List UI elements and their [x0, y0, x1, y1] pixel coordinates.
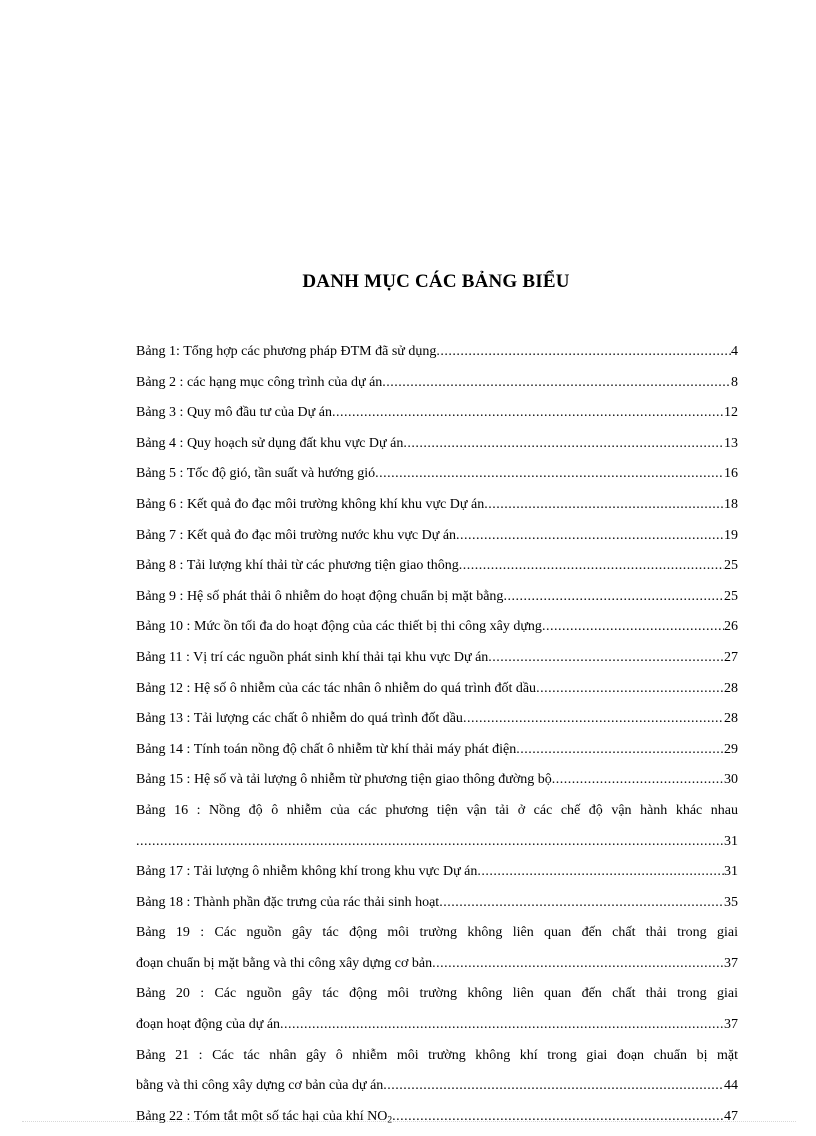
- toc-entry-label: Bảng 12 : Hệ số ô nhiễm của các tác nhân ô nhiễm do quá trình đốt dầu: [136, 680, 537, 696]
- toc-entry[interactable]: [136, 551, 738, 582]
- toc-page-number: 37: [724, 955, 738, 971]
- toc-entry[interactable]: [136, 521, 738, 552]
- toc-entry[interactable]: [136, 704, 738, 735]
- toc-entry-label: Bảng 10 : Mức ồn tối đa do hoạt động của các thiết bị thi công xây dựng: [136, 619, 542, 635]
- toc-leader-dots: [542, 612, 724, 643]
- toc-page-number: 13: [724, 435, 738, 451]
- toc-entry[interactable]: [136, 888, 738, 919]
- toc-page-number: 30: [724, 772, 738, 788]
- toc-entry-continuation: bằng và thi công xây dựng cơ bản của dự án ..... 44: [136, 1071, 738, 1102]
- toc-leader-dots: [463, 704, 724, 735]
- toc-entry-label: Bảng 22 : Tóm tắt một số tác hại của khí $NO_2$: [136, 1108, 393, 1126]
- toc-page-number: 16: [724, 466, 738, 482]
- toc-entry-label: Bảng 3 : Quy mô đầu tư của Dự án: [136, 405, 332, 421]
- toc-entry-label: Bảng 4 : Quy hoạch sử dụng đất khu vực Dự án: [136, 435, 404, 451]
- toc-entry[interactable]: [136, 918, 738, 979]
- page-title: DANH MỤC CÁC BẢNG BIỂU: [302, 271, 570, 292]
- toc-leader-dots: [477, 857, 724, 888]
- toc-page-number: 35: [724, 894, 738, 910]
- toc-entry-label: Bảng 21 : Các tác nhân gây ô nhiễm môi trường không khí trong giai đoạn chuẩn bị mặt: [136, 1047, 738, 1063]
- toc-page-number: 28: [724, 711, 738, 727]
- toc-entry[interactable]: [136, 735, 738, 766]
- toc-entry[interactable]: [136, 979, 738, 1040]
- toc-entry-label: Bảng 16 : Nồng độ ô nhiễm của các phương tiện vận tải ở các chế độ vận hành khác nhau: [136, 802, 738, 818]
- toc-leader-dots: [552, 765, 724, 796]
- toc-entry-label: Bảng 17 : Tải lượng ô nhiễm không khí trong khu vực Dự án: [136, 864, 478, 880]
- toc-leader-dots: [332, 398, 724, 429]
- toc-entry[interactable]: [136, 765, 738, 796]
- subscript: 2: [387, 1115, 393, 1126]
- toc-page-number: 18: [724, 496, 738, 512]
- toc-entry[interactable]: [136, 368, 738, 399]
- toc-leader-dots: [403, 429, 724, 460]
- toc-leader-dots: [392, 1102, 724, 1133]
- toc-page-number: 19: [724, 527, 738, 543]
- toc-entry-label: Bảng 5 : Tốc độ gió, tần suất và hướng gió: [136, 466, 376, 482]
- toc-page-number: 4: [731, 344, 738, 359]
- toc-page-number: 25: [724, 558, 738, 574]
- toc-entry-label: Bảng 14 : Tính toán nồng độ chất ô nhiễm từ khí thải máy phát điện: [136, 741, 517, 757]
- toc-entry-label: Bảng 11 : Vị trí các nguồn phát sinh khí thải tại khu vực Dự án: [136, 649, 489, 665]
- toc-entry-label: Bảng 9 : Hệ số phát thải ô nhiễm do hoạt động chuẩn bị mặt bằng: [136, 588, 504, 604]
- toc-page-number: 29: [724, 741, 738, 757]
- toc-entry-label: Bảng 19 : Các nguồn gây tác động môi trường không liên quan đến chất thải trong giai: [136, 925, 738, 941]
- toc-entry-continuation: đoạn chuẩn bị mặt bằng và thi công xây dựng cơ bản ..... 37: [136, 949, 738, 980]
- toc-leader-dots: [136, 827, 724, 858]
- toc-leader-dots: [488, 643, 724, 674]
- toc-entry[interactable]: [136, 796, 738, 857]
- toc-entry[interactable]: [136, 582, 738, 613]
- toc-entry-label: Bảng 1: Tổng hợp các phương pháp ĐTM đã sử dụng: [136, 344, 437, 359]
- toc-entry-label: Bảng 7 : Kết quả đo đạc môi trường nước khu vực Dự án: [136, 527, 457, 543]
- toc-page-number: 12: [724, 405, 738, 421]
- toc-entry-label: Bảng 13 : Tải lượng các chất ô nhiễm do quá trình đốt dầu: [136, 711, 463, 727]
- toc-page-number: 31: [724, 833, 738, 849]
- toc-page-number: 25: [724, 588, 738, 604]
- toc-entry-label: Bảng 18 : Thành phần đặc trưng của rác thải sinh hoạt: [136, 894, 440, 910]
- toc-entry[interactable]: [136, 857, 738, 888]
- toc-leader-dots: [436, 337, 731, 368]
- toc-entry[interactable]: [136, 490, 738, 521]
- toc-entry[interactable]: [136, 674, 738, 705]
- toc-entry[interactable]: [136, 612, 738, 643]
- toc-leader-dots: [375, 459, 724, 490]
- toc-entry-label: Bảng 15 : Hệ số và tải lượng ô nhiễm từ phương tiện giao thông đường bộ: [136, 772, 552, 788]
- toc-leader-dots: [432, 949, 724, 980]
- toc-leader-dots: [439, 888, 724, 919]
- toc-leader-dots: [536, 674, 724, 705]
- toc-page-number: 27: [724, 649, 738, 665]
- toc-leader-dots: [456, 521, 724, 552]
- toc-entry-label: Bảng 2 : các hạng mục công trình của dự án: [136, 374, 383, 390]
- toc-leader-dots: [459, 551, 724, 582]
- toc-page-number: 37: [724, 1017, 738, 1033]
- table-of-contents: [136, 337, 738, 1132]
- toc-entry[interactable]: [136, 429, 738, 460]
- toc-leader-dots: [484, 490, 724, 521]
- toc-entry[interactable]: [136, 337, 738, 368]
- toc-entry[interactable]: [136, 1102, 738, 1133]
- toc-page-number: 28: [724, 680, 738, 696]
- toc-entry-continuation: [136, 827, 738, 858]
- toc-page-number: 31: [724, 864, 738, 880]
- toc-entry-label: Bảng 6 : Kết quả đo đạc môi trường không khí khu vực Dự án: [136, 496, 485, 512]
- toc-entry[interactable]: [136, 1041, 738, 1102]
- toc-page-number: 47: [724, 1108, 738, 1124]
- toc-entry-continuation: đoạn hoạt động của dự án ..... 37: [136, 1010, 738, 1041]
- toc-leader-dots: [503, 582, 724, 613]
- page-bottom-border: [22, 1121, 796, 1122]
- toc-page-number: 44: [724, 1078, 738, 1094]
- toc-entry-label: Bảng 20 : Các nguồn gây tác động môi trường không liên quan đến chất thải trong giai: [136, 986, 738, 1002]
- toc-entry-label: Bảng 8 : Tải lượng khí thải từ các phương tiện giao thông: [136, 558, 459, 574]
- toc-leader-dots: [516, 735, 724, 766]
- toc-page-number: 8: [731, 374, 738, 390]
- toc-entry[interactable]: [136, 398, 738, 429]
- toc-leader-dots: [382, 368, 731, 399]
- toc-entry[interactable]: [136, 459, 738, 490]
- toc-page-number: 26: [724, 619, 738, 635]
- toc-leader-dots: [383, 1071, 724, 1102]
- toc-entry[interactable]: [136, 643, 738, 674]
- toc-leader-dots: [280, 1010, 724, 1041]
